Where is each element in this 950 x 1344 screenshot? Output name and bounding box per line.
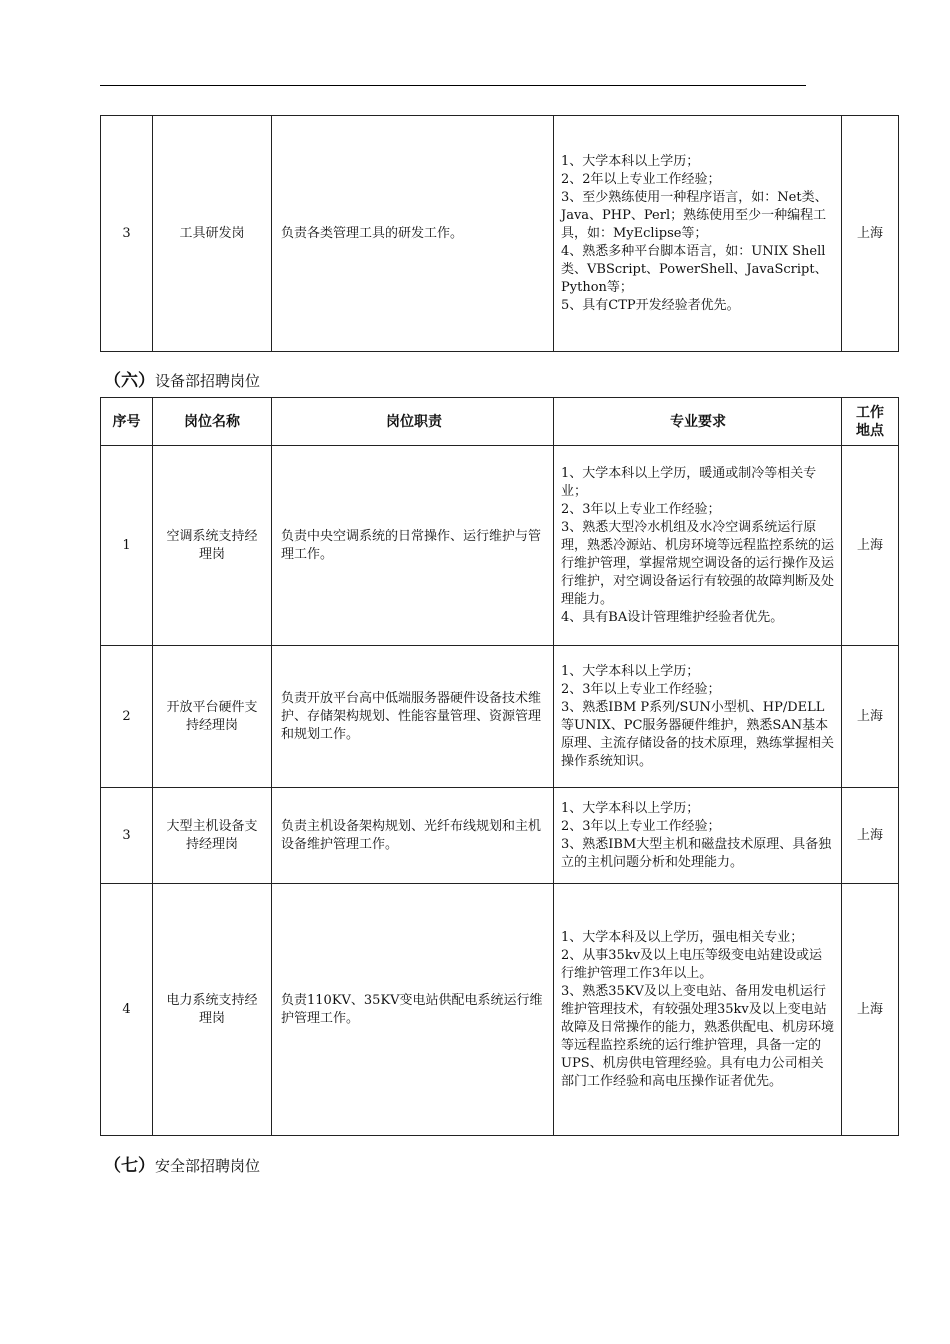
- requirement-line: 3、熟悉大型冷水机组及水冷空调系统运行原理，熟悉冷源站、机房环境等远程监控系统的运行维护管理，掌握常规空调设备的运行操作及运行维护，对空调设备运行有较强的故障判断及处理能力。: [561, 519, 835, 607]
- position-duty: 负责开放平台高中低端服务器硬件设备技术维护、存储架构规划、性能容量管理、资源管理和规划工作。: [272, 646, 554, 788]
- work-location: 上海: [842, 116, 899, 352]
- header-rule: [100, 85, 806, 86]
- table-row: [101, 788, 899, 884]
- requirement-line: 4、具有BA设计管理维护经验者优先。: [561, 609, 784, 625]
- position-duty: 负责中央空调系统的日常操作、运行维护与管理工作。: [272, 446, 554, 646]
- position-requirements: [554, 116, 842, 352]
- equipment-dept-table: [100, 397, 899, 1136]
- requirement-line: 1、大学本科以上学历；: [561, 663, 700, 679]
- requirement-line: 3、熟悉IBM大型主机和磁盘技术原理、具备独立的主机问题分析和处理能力。: [561, 836, 832, 870]
- table-row: [101, 116, 899, 352]
- section-number: （七）: [104, 1156, 155, 1176]
- row-number: 1: [101, 446, 153, 646]
- header-location-line1: 工作: [856, 404, 884, 421]
- section-heading-6: [104, 366, 260, 391]
- section-heading-7: [104, 1151, 260, 1176]
- table-row: [101, 646, 899, 788]
- position-requirements: [554, 646, 842, 788]
- requirement-line: 1、大学本科以上学历；: [561, 800, 700, 816]
- position-name: 工具研发岗: [153, 116, 272, 352]
- requirement-line: 2、2年以上专业工作经验；: [561, 171, 721, 187]
- row-number: 4: [101, 884, 153, 1136]
- requirement-line: 1、大学本科以上学历，暖通或制冷等相关专业；: [561, 465, 817, 499]
- position-name: 开放平台硬件支持经理岗: [153, 646, 272, 788]
- work-location: 上海: [842, 646, 899, 788]
- requirement-line: 2、3年以上专业工作经验；: [561, 818, 721, 834]
- requirement-line: 4、熟悉多种平台脚本语言，如：UNIX Shell类、VBScript、PowerShell、JavaScript、Python等；: [561, 243, 828, 295]
- requirement-line: 2、从事35kv及以上电压等级变电站建设或运行维护管理工作3年以上。: [561, 947, 823, 981]
- position-requirements: [554, 788, 842, 884]
- table-row: [101, 884, 899, 1136]
- row-number: 3: [101, 788, 153, 884]
- section-title: 安全部招聘岗位: [155, 1157, 261, 1175]
- position-name: 大型主机设备支持经理岗: [153, 788, 272, 884]
- work-location: 上海: [842, 788, 899, 884]
- position-name: 空调系统支持经理岗: [153, 446, 272, 646]
- requirement-line: 1、大学本科以上学历；: [561, 153, 700, 169]
- position-duty: 负责110KV、35KV变电站供配电系统运行维护管理工作。: [272, 884, 554, 1136]
- header-location: [842, 398, 899, 446]
- requirement-line: 3、至少熟练使用一种程序语言，如：Net类、Java、PHP、Perl；熟练使用至少一种编程工具，如：MyEclipse等；: [561, 189, 828, 241]
- requirement-line: 1、大学本科及以上学历，强电相关专业；: [561, 929, 804, 945]
- header-name: 岗位名称: [153, 398, 272, 446]
- requirement-line: 2、3年以上专业工作经验；: [561, 501, 721, 517]
- tool-dev-table: [100, 115, 899, 352]
- work-location: 上海: [842, 884, 899, 1136]
- section-title: 设备部招聘岗位: [155, 372, 261, 390]
- header-location-line2: 地点: [856, 422, 884, 439]
- table-row: [101, 446, 899, 646]
- position-requirements: [554, 884, 842, 1136]
- row-number: 3: [101, 116, 153, 352]
- position-requirements: [554, 446, 842, 646]
- requirement-line: 2、3年以上专业工作经验；: [561, 681, 721, 697]
- position-duty: 负责各类管理工具的研发工作。: [272, 116, 554, 352]
- position-name: 电力系统支持经理岗: [153, 884, 272, 1136]
- requirement-line: 5、具有CTP开发经验者优先。: [561, 297, 740, 313]
- table-header-row: [101, 398, 899, 446]
- row-number: 2: [101, 646, 153, 788]
- section-number: （六）: [104, 371, 155, 391]
- work-location: 上海: [842, 446, 899, 646]
- position-duty: 负责主机设备架构规划、光纤布线规划和主机设备维护管理工作。: [272, 788, 554, 884]
- requirement-line: 3、熟悉35KV及以上变电站、备用发电机运行维护管理技术，有较强处理35kv及以上变电站故障及日常操作的能力，熟悉供配电、机房环境等远程监控系统的运行维护管理，具备一定的UPS、机房供电管理经验。具有电力公司相关部门工作经验和高电压操作证者优先。: [561, 983, 835, 1089]
- header-no: 序号: [101, 398, 153, 446]
- header-duty: 岗位职责: [272, 398, 554, 446]
- header-requirements: 专业要求: [554, 398, 842, 446]
- requirement-line: 3、熟悉IBM P系列/SUN小型机、HP/DELL等UNIX、PC服务器硬件维护，熟悉SAN基本原理、主流存储设备的技术原理，熟练掌握相关操作系统知识。: [561, 699, 835, 769]
